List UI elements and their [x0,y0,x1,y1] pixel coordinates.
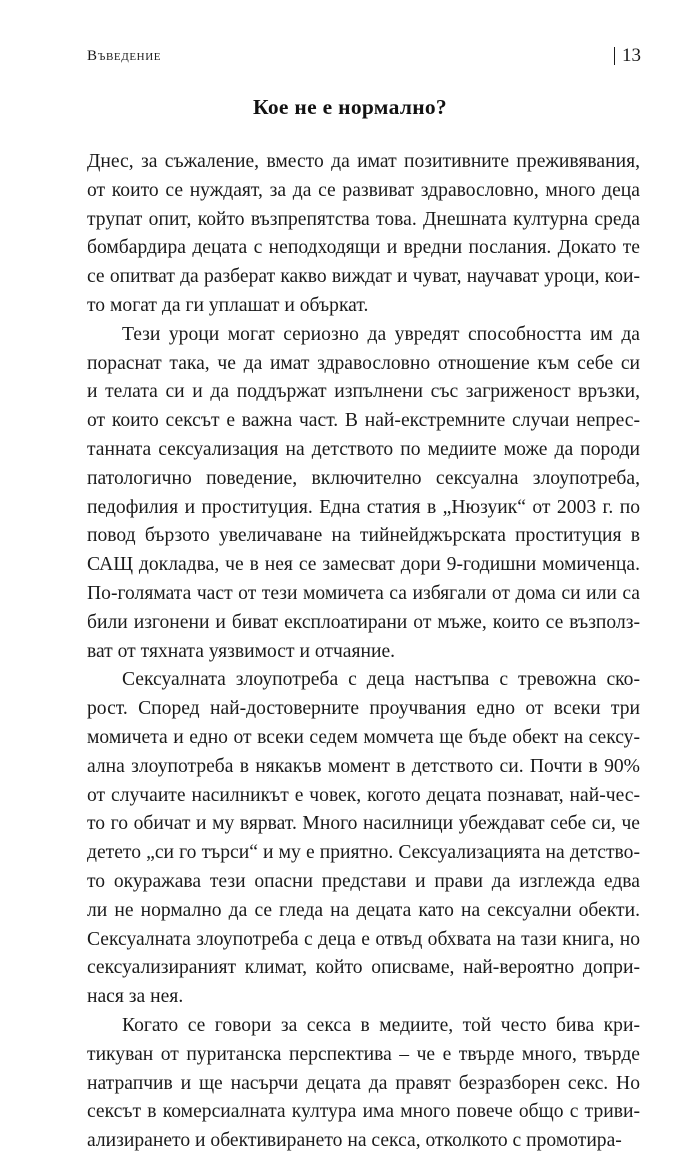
text-line: сексът в комерсиалната култура има много повече общо с триви- [87,1101,640,1123]
text-line: Сексуалната злоупотреба с деца настъпва с тревожна ско- [122,669,640,691]
text-line: рост. Според най-достоверните проучвания едно от всеки три [87,698,640,720]
text-line: ална злоупотреба в някакъв момент в детството си. Почти в 90% [87,755,640,777]
text-line: били изгонени и биват експлоатирани от мъже, които се възполз- [87,611,640,633]
text-line: то могат да ги уплашат и объркат. [87,294,369,316]
text-line: ализирането и обективирането на секса, отколкото с промотира- [87,1130,622,1152]
text-line: се опитват да разберат какво виждат и чуват, научават уроци, кои- [87,266,640,288]
text-line: Днес, за съжаление, вместо да имат позитивните преживявания, [87,151,640,172]
text-line: ват от тяхната уязвимост и отчаяние. [87,640,396,662]
paragraph [87,321,640,667]
text-line: тикуван от пуританска перспектива – че е твърде много, твърде [87,1043,640,1065]
body-text [87,148,640,1156]
text-line: Когато се говори за секса в медиите, той често бива кри- [122,1014,640,1036]
folio-divider [614,47,615,65]
text-line: от които се нуждаят, за да се развиват здравословно, много деца [87,179,640,201]
text-line: патологично поведение, включително сексуална злоупотреба, [87,467,640,489]
paragraph [87,1012,640,1156]
text-line: ли не нормално да се гледа на децата като на сексуални обекти. [87,899,640,921]
text-line: сексуализираният климат, който описваме, най-вероятно допри- [87,957,640,979]
text-line: педофилия и проституция. Една статия в „Нюзуик“ от 2003 г. по [87,496,640,518]
text-line: танната сексуализация на детството по медиите може да породи [87,438,640,460]
text-line: пораснат така, че да имат здравословно отношение към себе си [87,352,640,374]
text-line: Тези уроци могат сериозно да увредят способността им да [122,323,640,345]
text-line: натрапчив и ще насърчи децата да правят безразборен секс. Но [87,1072,640,1094]
text-line: момичета и едно от всеки седем момчета ще бъде обект на сексу- [87,726,640,748]
text-line: от случаите насилникът е човек, когото децата познават, най-чес- [87,784,640,806]
text-line: то окуражава тези опасни представи и прави да изглежда едва [87,870,640,892]
text-line: нася за нея. [87,986,184,1008]
text-line: трупат опит, който възпрепятства това. Днешната културна среда [87,208,640,230]
page-number [614,45,641,67]
paragraph [87,666,640,1012]
text-line: детето „си го търси“ и му е приятно. Сексуализацията на детство- [87,842,640,864]
text-line: САЩ докладва, че в нея се замесват дори 9-годишни момиченца. [87,554,640,576]
text-line: Сексуалната злоупотреба с деца е отвъд обхвата на тази книга, но [87,928,640,950]
text-line: По-голямата част от тези момичета са избягали от дома си или са [87,582,640,604]
text-line: и телата си и да поддържат изпълнени със загриженост връзки, [87,381,640,403]
text-line: бомбардира децата с неподходящи и вредни послания. Докато те [87,237,640,259]
running-head: Въведение [87,48,162,64]
text-line: от които сексът е важна част. В най-екстремните случаи непрес- [87,410,640,432]
paragraph [87,148,640,321]
text-line: то го обичат и му вярват. Много насилници убеждават себе си, че [87,813,640,835]
page-number-value: 13 [622,45,641,66]
section-title: Кое не е нормално? [253,95,447,119]
text-line: повод бързото увеличаване на тийнейджърската проституция в [87,525,640,547]
